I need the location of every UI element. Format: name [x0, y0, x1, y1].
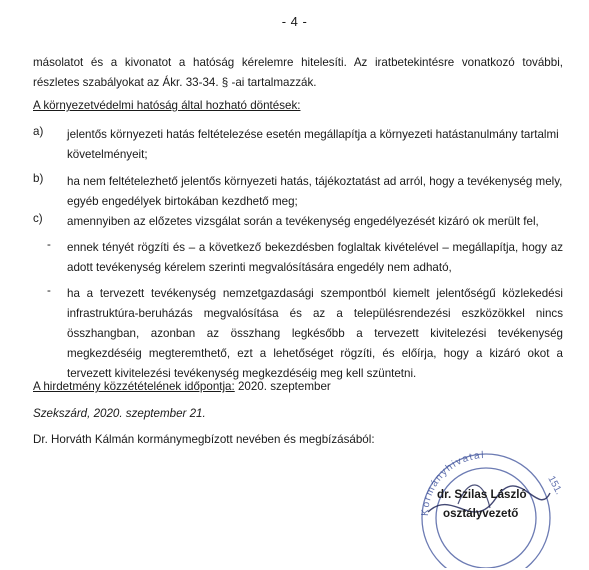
publication-date-line: [33, 380, 331, 393]
sub-item-dash: -: [47, 238, 51, 251]
publication-label: A hirdetmény közzétételének időpontja:: [33, 380, 235, 393]
intro-paragraph: másolatot és a kivonatot a hatóság kérelemre hitelesíti. Az iratbetekintésre vonatkozó további, részletes szabályokat az Ákr. 33-34. § -ai tartalmazzák.: [33, 56, 563, 89]
decision-letter: c): [33, 212, 43, 225]
publication-value: 2020. szeptember: [234, 380, 331, 393]
sub-item-text: ennek tényét rögzíti és – a következő bekezdésben foglaltak kivételével – megállapítja, hogy az adott tevékenység kérelem szerinti megvalósítására engedély nem adható,: [67, 241, 563, 274]
sub-item-text: ha a tervezett tevékenység nemzetgazdasági szempontból kiemelt jelentőségű közlekedési infrastruktúra-beruházás megvalósítása és az a településrendezési eszközökkel nincs összhangban, azonban az összhang legkésőbb a tervezett kivitelezési tevékenység megkezdéséig megteremthető, ezt a lehetőséget rögzíti, és előírja, hogy a kizáró okot a tervezett kivitelezési tevékenység megkezdéséig meg kell szüntetni.: [67, 287, 563, 380]
page-number: - 4 -: [281, 14, 308, 29]
decisions-heading: A környezetvédelmi hatóság által hozható döntések:: [33, 99, 301, 112]
signatory-line: Dr. Horváth Kálmán kormánymegbízott nevében és megbízásából:: [33, 433, 375, 446]
signer-name: dr. Szilas László: [437, 488, 527, 501]
decision-letter: a): [33, 125, 44, 138]
place-and-date: Szekszárd, 2020. szeptember 21.: [33, 407, 206, 420]
decision-text: ha nem feltételezhető jelentős környezeti hatás, tájékoztatást ad arról, hogy a tevékenység mely, egyéb engedélyek birtokában kezdhető meg;: [67, 175, 563, 208]
decision-letter: b): [33, 172, 44, 185]
sub-item-dash: -: [47, 284, 51, 297]
official-stamp: [398, 438, 568, 568]
stamp-ring-text: Kormányhivatal: [419, 449, 486, 517]
stamp-number: 151.: [545, 474, 565, 497]
decision-text: jelentős környezeti hatás feltételezése esetén megállapítja a környezeti hatástanulmány tartalmi követelményeit;: [67, 128, 559, 161]
signer-title: osztályvezető: [443, 507, 519, 520]
decision-text: amennyiben az előzetes vizsgálat során a tevékenység engedélyezését kizáró ok merült fel,: [67, 215, 539, 228]
